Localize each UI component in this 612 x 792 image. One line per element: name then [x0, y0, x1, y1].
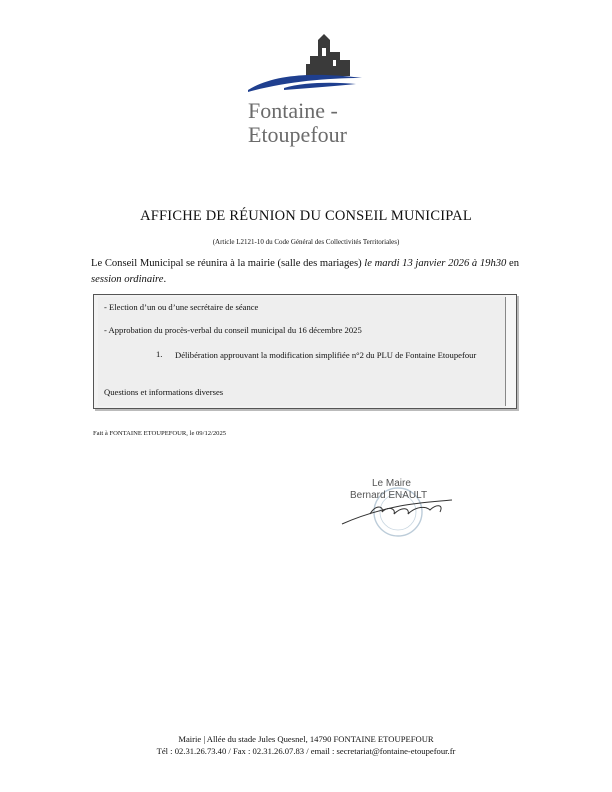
signature-role: Le Maire — [372, 478, 411, 489]
footer-contact: Tél : 02.31.26.73.40 / Fax : 02.31.26.07.83 / email : secretariat@fontaine-etoupefour.fr — [156, 746, 456, 756]
meeting-announcement — [91, 256, 519, 288]
issue-place-date: Fait à FONTAINE ETOUPEFOUR, le 09/12/2025 — [93, 430, 227, 437]
agenda-item-election: - Election d’un ou d’une secrétaire de séance — [104, 302, 259, 312]
agenda-item-minutes: - Approbation du procès-verbal du conseil municipal du 16 décembre 2025 — [104, 325, 362, 335]
mayor-signature — [340, 476, 470, 546]
town-logo — [244, 34, 368, 146]
agenda-content — [98, 297, 506, 406]
announcement-connector: en — [506, 258, 519, 269]
legal-reference: (Article L2121-10 du Code Général des Collectivités Territoriales) — [212, 238, 400, 246]
logo-text-line2: Etoupefour — [248, 122, 347, 147]
signature-name: Bernard ENAULT — [350, 490, 428, 501]
agenda-item-questions: Questions et informations diverses — [104, 387, 224, 397]
agenda-box — [93, 294, 517, 409]
agenda-item-number: 1. — [156, 349, 163, 359]
page-title: AFFICHE DE RÉUNION DU CONSEIL MUNICIPAL — [140, 208, 472, 224]
castle-logo-icon — [244, 34, 368, 98]
agenda-item-deliberation: Délibération approuvant la modification simplifiée n°2 du PLU de Fontaine Etoupefour — [175, 350, 477, 360]
announcement-end: . — [163, 274, 167, 285]
announcement-text: Le Conseil Municipal se réunira à la mairie (salle des mariages) — [91, 258, 362, 269]
footer-address: Mairie | Allée du stade Jules Quesnel, 14790 FONTAINE ETOUPEFOUR — [178, 734, 434, 744]
agenda-side-bar — [506, 295, 516, 408]
meeting-date: le mardi 13 janvier 2026 à 19h30 — [361, 258, 507, 269]
logo-text-line1: Fontaine - — [248, 98, 338, 123]
session-type: session ordinaire — [91, 274, 164, 285]
